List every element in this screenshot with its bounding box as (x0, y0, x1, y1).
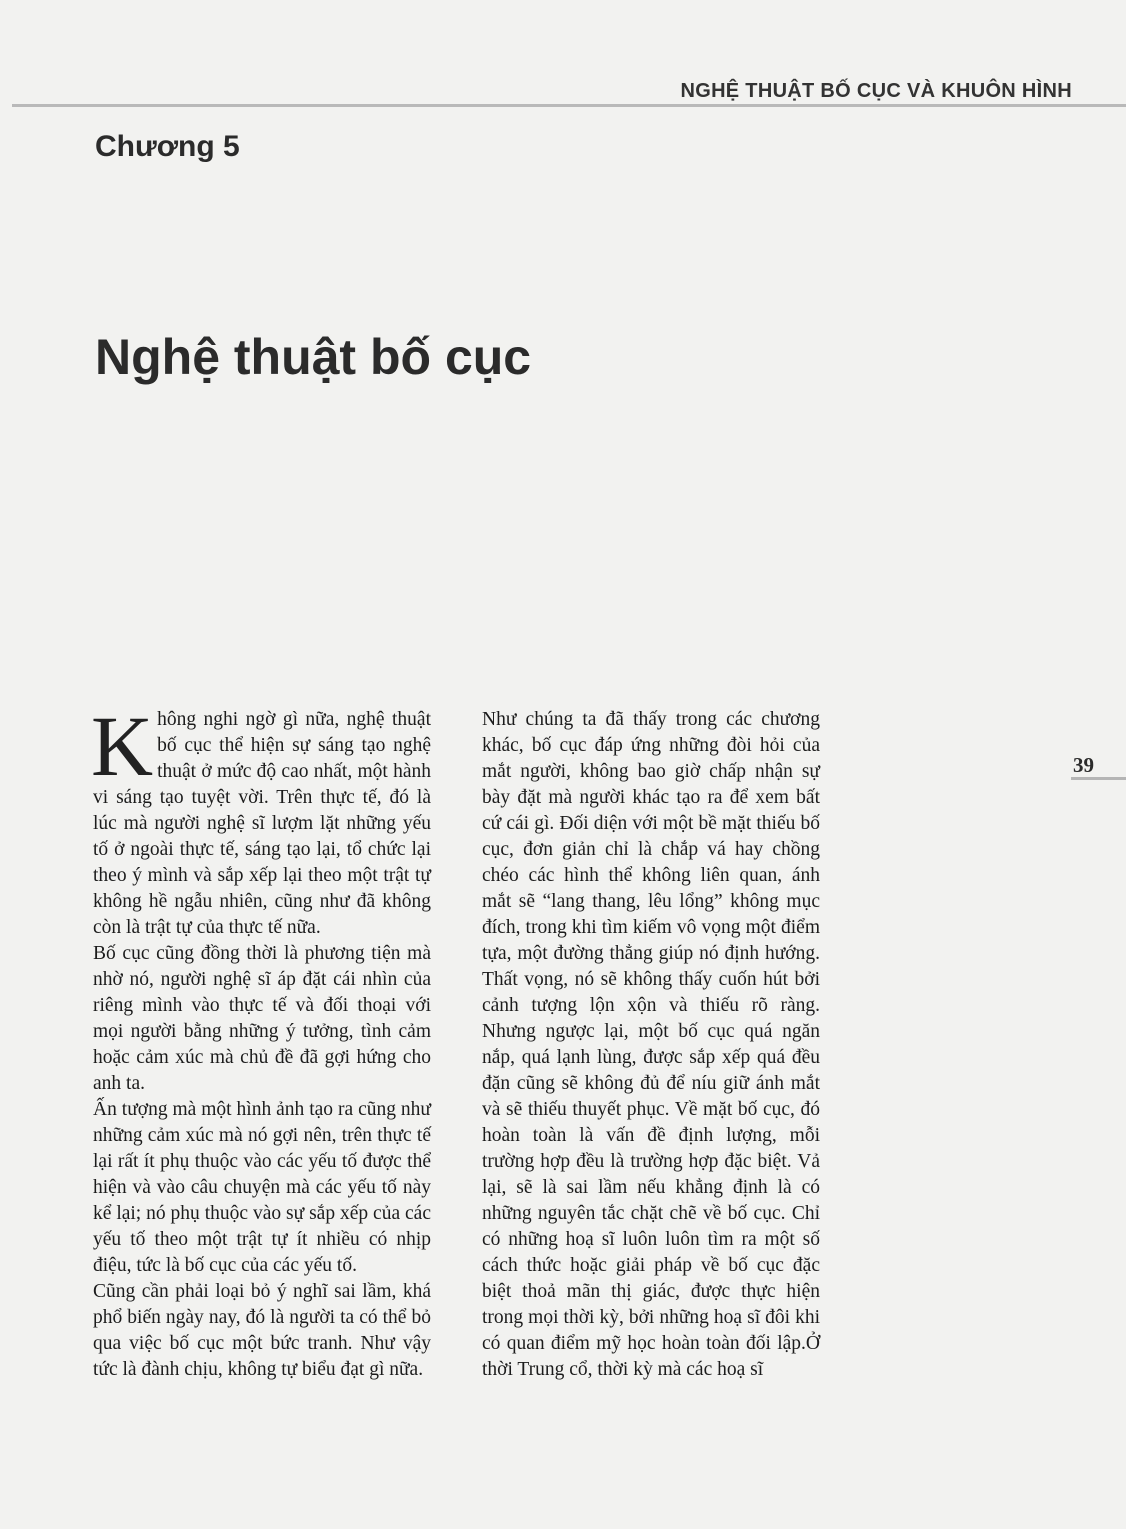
header-rule (12, 104, 1126, 107)
page-number: 39 (1073, 753, 1094, 777)
chapter-title: Nghệ thuật bố cục (95, 329, 532, 385)
paragraph-5: Như chúng ta đã thấy trong các chương khác, bố cục đáp ứng những đòi hỏi của mắt người, không bao giờ chấp nhận sự bày đặt mà người khác tạo ra để xem bất cứ cái gì. Đối diện với một bề mặt thiếu bố cục, đơn giản chỉ là chắp vá hay chồng chéo các hình thể không liên quan, ánh mắt sẽ “lang thang, lêu lổng” không mục đích, trong khi tìm kiếm vô vọng một điểm tựa, một đường thẳng giúp nó định hướng. Thất vọng, nó sẽ không thấy cuốn hút bởi cảnh tượng lộn xộn và thiếu rõ ràng. Nhưng ngược lại, một bố cục quá ngăn nắp, quá lạnh lùng, được sắp xếp quá đều đặn cũng sẽ không đủ để níu giữ ánh mắt và sẽ thiếu thuyết phục. Về mặt bố cục, đó hoàn toàn là vấn đề định lượng, mỗi trường hợp đều là trường hợp đặc biệt. Vả lại, sẽ là sai lầm nếu khẳng định là có những nguyên tắc chặt chẽ về bố cục. Chỉ có những hoạ sĩ luôn luôn tìm ra một số cách thức hoặc giải pháp về bố cục đặc biệt thoả mãn thị giác, được thực hiện trong mọi thời kỳ, bởi những hoạ sĩ đôi khi có quan điểm mỹ học hoàn toàn đối lập.Ở thời Trung cổ, thời kỳ mà các hoạ sĩ (482, 709, 820, 1380)
body-column-right (482, 707, 820, 1383)
paragraph-1-text: hông nghi ngờ gì nữa, nghệ thuật bố cục thể hiện sự sáng tạo nghệ thuật ở mức độ cao nhất, một hành vi sáng tạo tuyệt vời. Trên thực tế, đó là lúc mà người nghệ sĩ lượm lặt những yếu tố ở ngoài thực tế, sáng tạo lại, tổ chức lại theo ý mình và sắp xếp lại theo một trật tự không hề ngẫu nhiên, cũng như đã không còn là trật tự của thực tế nữa. (93, 709, 431, 938)
paragraph-2: Bố cục cũng đồng thời là phương tiện mà nhờ nó, người nghệ sĩ áp đặt cái nhìn của riêng mình vào thực tế và đối thoại với mọi người bằng những ý tưởng, tình cảm hoặc cảm xúc mà chủ đề đã gợi hứng cho anh ta. (93, 943, 431, 1094)
running-header: NGHỆ THUẬT BỐ CỤC VÀ KHUÔN HÌNH (680, 80, 1072, 102)
paragraph-3: Ấn tượng mà một hình ảnh tạo ra cũng như những cảm xúc mà nó gợi nên, trên thực tế lại rất ít phụ thuộc vào các yếu tố được thể hiện và vào câu chuyện mà các yếu tố này kể lại; nó phụ thuộc vào sự sắp xếp của các yếu tố theo một trật tự ít nhiều có nhịp điệu, tức là bố cục của các yếu tố. (93, 1099, 431, 1276)
paragraph-1 (91, 698, 431, 941)
chapter-label: Chương 5 (95, 130, 240, 163)
body-column-left (91, 698, 431, 1383)
page-number-bar (1071, 777, 1126, 780)
paragraph-4: Cũng cần phải loại bỏ ý nghĩ sai lầm, khá phổ biến ngày nay, đó là người ta có thể bỏ qua việc bố cục một bức tranh. Như vậy tức là đành chịu, không tự biểu đạt gì nữa. (93, 1281, 431, 1380)
drop-cap: K (91, 698, 154, 794)
